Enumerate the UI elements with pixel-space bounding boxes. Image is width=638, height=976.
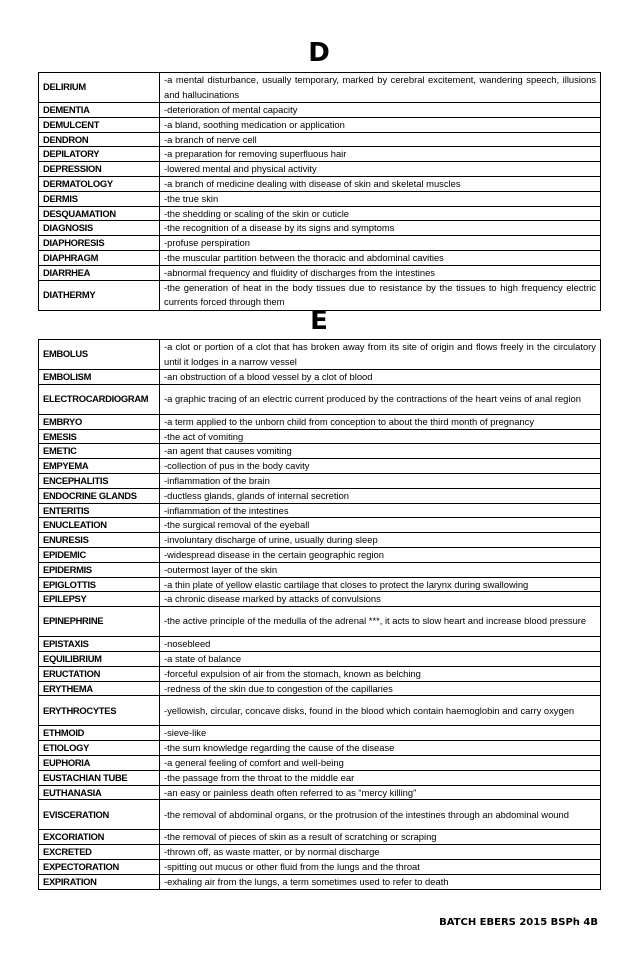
table-row bbox=[39, 637, 601, 652]
definition-cell: -involuntary discharge of urine, usually during sleep bbox=[160, 533, 601, 548]
table-row bbox=[39, 221, 601, 236]
term-cell: EUSTACHIAN TUBE bbox=[39, 770, 160, 785]
table-row bbox=[39, 162, 601, 177]
definition-cell: -a general feeling of comfort and well-being bbox=[160, 755, 601, 770]
table-row bbox=[39, 577, 601, 592]
term-cell: ERYTHEMA bbox=[39, 681, 160, 696]
definition-cell: -profuse perspiration bbox=[160, 236, 601, 251]
term-cell: DIAPHORESIS bbox=[39, 236, 160, 251]
term-cell: ENCEPHALITIS bbox=[39, 473, 160, 488]
definition-cell: -exhaling air from the lungs, a term sometimes used to refer to death bbox=[160, 874, 601, 889]
definition-cell: -a thin plate of yellow elastic cartilage that closes to protect the larynx during swallowing bbox=[160, 577, 601, 592]
term-cell: ENURESIS bbox=[39, 533, 160, 548]
definition-cell: -the active principle of the medulla of the adrenal ***, it acts to slow heart and increase blood pressure bbox=[160, 607, 601, 637]
term-cell: DEMENTIA bbox=[39, 103, 160, 118]
definition-cell: -a bland, soothing medication or application bbox=[160, 117, 601, 132]
definition-cell: -a branch of medicine dealing with disease of skin and skeletal muscles bbox=[160, 176, 601, 191]
table-row bbox=[39, 592, 601, 607]
term-cell: EUPHORIA bbox=[39, 755, 160, 770]
term-cell: ERYTHROCYTES bbox=[39, 696, 160, 726]
term-cell: ELECTROCARDIOGRAM bbox=[39, 384, 160, 414]
term-cell: DEPILATORY bbox=[39, 147, 160, 162]
table-row bbox=[39, 874, 601, 889]
definition-cell: -the act of vomiting bbox=[160, 429, 601, 444]
term-cell: EMESIS bbox=[39, 429, 160, 444]
table-row bbox=[39, 607, 601, 637]
term-cell: ETHMOID bbox=[39, 726, 160, 741]
term-cell: ENDOCRINE GLANDS bbox=[39, 488, 160, 503]
table-row bbox=[39, 859, 601, 874]
definition-cell: -the shedding or scaling of the skin or cuticle bbox=[160, 206, 601, 221]
definition-cell: -deterioration of mental capacity bbox=[160, 103, 601, 118]
table-row bbox=[39, 770, 601, 785]
table-row bbox=[39, 741, 601, 756]
table-row bbox=[39, 265, 601, 280]
definition-cell: -the removal of pieces of skin as a result of scratching or scraping bbox=[160, 830, 601, 845]
table-row bbox=[39, 681, 601, 696]
definition-cell: -thrown off, as waste matter, or by normal discharge bbox=[160, 845, 601, 860]
term-cell: EPISTAXIS bbox=[39, 637, 160, 652]
table-row bbox=[39, 147, 601, 162]
definition-cell: -the surgical removal of the eyeball bbox=[160, 518, 601, 533]
term-cell: DERMIS bbox=[39, 191, 160, 206]
definition-cell: -inflammation of the brain bbox=[160, 473, 601, 488]
definition-cell: -redness of the skin due to congestion of the capillaries bbox=[160, 681, 601, 696]
definition-cell: -yellowish, circular, concave disks, found in the blood which contain haemoglobin and carry oxygen bbox=[160, 696, 601, 726]
definition-cell: -a mental disturbance, usually temporary, marked by cerebral excitement, wandering speech, illusions and hallucinations bbox=[160, 73, 601, 103]
table-row bbox=[39, 830, 601, 845]
table-row bbox=[39, 132, 601, 147]
term-cell: EXCRETED bbox=[39, 845, 160, 860]
definition-cell: -outermost layer of the skin bbox=[160, 562, 601, 577]
table-row bbox=[39, 845, 601, 860]
table-row bbox=[39, 666, 601, 681]
term-cell: EMETIC bbox=[39, 444, 160, 459]
definition-cell: -sieve-like bbox=[160, 726, 601, 741]
table-row bbox=[39, 191, 601, 206]
table-row bbox=[39, 755, 601, 770]
definition-cell: -a preparation for removing superfluous hair bbox=[160, 147, 601, 162]
term-cell: EPIGLOTTIS bbox=[39, 577, 160, 592]
table-row bbox=[39, 206, 601, 221]
table-row bbox=[39, 250, 601, 265]
definition-cell: -the generation of heat in the body tissues due to resistance by the tissues to high frequency electric currents forced through them bbox=[160, 280, 601, 310]
table-row bbox=[39, 547, 601, 562]
term-cell: EMBRYO bbox=[39, 414, 160, 429]
term-cell: DENDRON bbox=[39, 132, 160, 147]
term-cell: EMBOLISM bbox=[39, 370, 160, 385]
table-row bbox=[39, 473, 601, 488]
term-cell: EVISCERATION bbox=[39, 800, 160, 830]
table-row bbox=[39, 103, 601, 118]
term-cell: EUTHANASIA bbox=[39, 785, 160, 800]
definition-cell: -an agent that causes vomiting bbox=[160, 444, 601, 459]
table-row bbox=[39, 370, 601, 385]
term-cell: EPILEPSY bbox=[39, 592, 160, 607]
term-cell: DIAPHRAGM bbox=[39, 250, 160, 265]
definition-cell: -widespread disease in the certain geographic region bbox=[160, 547, 601, 562]
definition-cell: -the removal of abdominal organs, or the protrusion of the intestines through an abdominal wound bbox=[160, 800, 601, 830]
definition-cell: -nosebleed bbox=[160, 637, 601, 652]
term-cell: EXPIRATION bbox=[39, 874, 160, 889]
table-row bbox=[39, 384, 601, 414]
table-row bbox=[39, 236, 601, 251]
definition-cell: -the recognition of a disease by its signs and symptoms bbox=[160, 221, 601, 236]
table-row bbox=[39, 488, 601, 503]
definition-cell: -forceful expulsion of air from the stomach, known as belching bbox=[160, 666, 601, 681]
glossary-table-e bbox=[38, 339, 601, 890]
definition-cell: -spitting out mucus or other fluid from the lungs and the throat bbox=[160, 859, 601, 874]
table-row bbox=[39, 785, 601, 800]
table-row bbox=[39, 117, 601, 132]
definition-cell: -a term applied to the unborn child from conception to about the third month of pregnancy bbox=[160, 414, 601, 429]
table-row bbox=[39, 503, 601, 518]
definition-cell: -collection of pus in the body cavity bbox=[160, 459, 601, 474]
table-row bbox=[39, 459, 601, 474]
glossary-table-d bbox=[38, 72, 601, 311]
section-letter-e: E bbox=[310, 306, 328, 336]
footer-label: BATCH EBERS 2015 BSPh 4B bbox=[439, 917, 598, 928]
definition-cell: -the passage from the throat to the middle ear bbox=[160, 770, 601, 785]
definition-cell: -a graphic tracing of an electric current produced by the contractions of the heart veins of anal region bbox=[160, 384, 601, 414]
table-row bbox=[39, 726, 601, 741]
term-cell: EMBOLUS bbox=[39, 340, 160, 370]
term-cell: ERUCTATION bbox=[39, 666, 160, 681]
definition-cell: -the muscular partition between the thoracic and abdominal cavities bbox=[160, 250, 601, 265]
table-row bbox=[39, 533, 601, 548]
term-cell: EPIDEMIC bbox=[39, 547, 160, 562]
term-cell: EXPECTORATION bbox=[39, 859, 160, 874]
definition-cell: -ductless glands, glands of internal secretion bbox=[160, 488, 601, 503]
table-row bbox=[39, 651, 601, 666]
definition-cell: -an easy or painless death often referred to as “mercy killing” bbox=[160, 785, 601, 800]
definition-cell: -inflammation of the intestines bbox=[160, 503, 601, 518]
definition-cell: -the sum knowledge regarding the cause of the disease bbox=[160, 741, 601, 756]
term-cell: ETIOLOGY bbox=[39, 741, 160, 756]
term-cell: EXCORIATION bbox=[39, 830, 160, 845]
term-cell: DEPRESSION bbox=[39, 162, 160, 177]
definition-cell: -abnormal frequency and fluidity of discharges from the intestines bbox=[160, 265, 601, 280]
section-letter-d: D bbox=[308, 38, 330, 68]
term-cell: DEMULCENT bbox=[39, 117, 160, 132]
table-row bbox=[39, 562, 601, 577]
definition-cell: -a clot or portion of a clot that has broken away from its site of origin and flows freely in the circulatory until it lodges in a narrow vessel bbox=[160, 340, 601, 370]
term-cell: ENTERITIS bbox=[39, 503, 160, 518]
table-row bbox=[39, 429, 601, 444]
definition-cell: -a branch of nerve cell bbox=[160, 132, 601, 147]
table-row bbox=[39, 340, 601, 370]
definition-cell: -a chronic disease marked by attacks of convulsions bbox=[160, 592, 601, 607]
table-row bbox=[39, 444, 601, 459]
definition-cell: -a state of balance bbox=[160, 651, 601, 666]
term-cell: EPIDERMIS bbox=[39, 562, 160, 577]
term-cell: DERMATOLOGY bbox=[39, 176, 160, 191]
term-cell: EMPYEMA bbox=[39, 459, 160, 474]
term-cell: DIAGNOSIS bbox=[39, 221, 160, 236]
definition-cell: -lowered mental and physical activity bbox=[160, 162, 601, 177]
definition-cell: -an obstruction of a blood vessel by a clot of blood bbox=[160, 370, 601, 385]
term-cell: ENUCLEATION bbox=[39, 518, 160, 533]
term-cell: DELIRIUM bbox=[39, 73, 160, 103]
table-row bbox=[39, 176, 601, 191]
term-cell: EQUILIBRIUM bbox=[39, 651, 160, 666]
table-row bbox=[39, 696, 601, 726]
term-cell: EPINEPHRINE bbox=[39, 607, 160, 637]
table-row bbox=[39, 73, 601, 103]
table-row bbox=[39, 800, 601, 830]
table-row bbox=[39, 518, 601, 533]
term-cell: DIARRHEA bbox=[39, 265, 160, 280]
term-cell: DIATHERMY bbox=[39, 280, 160, 310]
definition-cell: -the true skin bbox=[160, 191, 601, 206]
term-cell: DESQUAMATION bbox=[39, 206, 160, 221]
table-row bbox=[39, 414, 601, 429]
